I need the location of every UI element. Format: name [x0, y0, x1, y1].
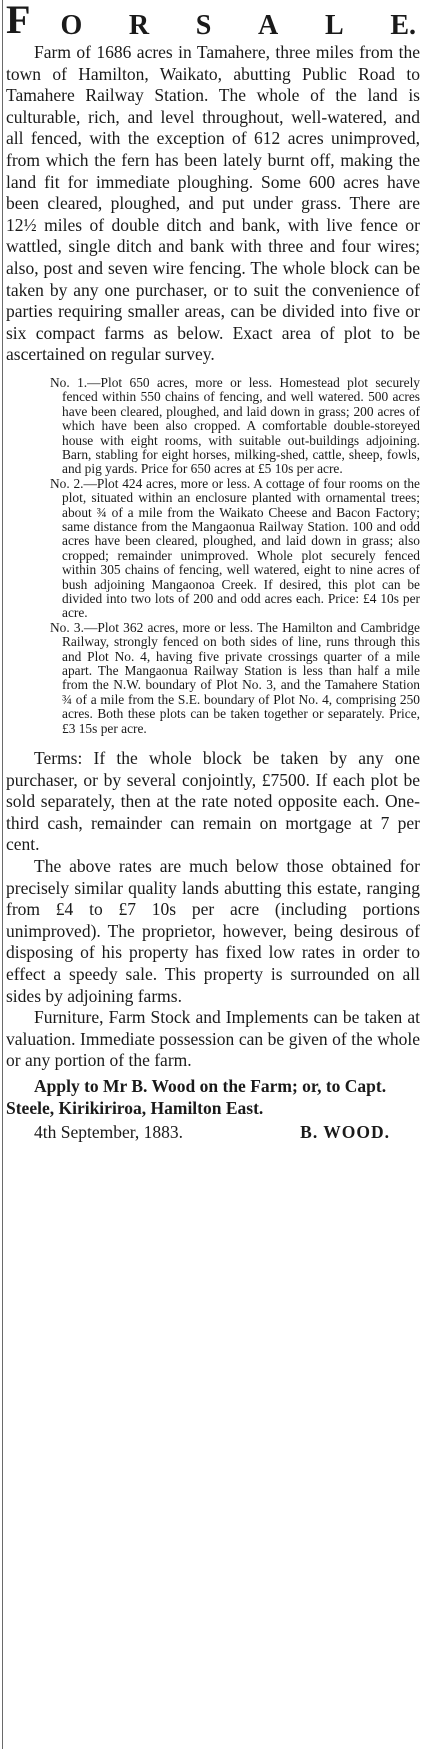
- title-letter: S: [195, 10, 212, 41]
- title-letter: E.: [390, 10, 416, 41]
- date-line: 4th September, 1883.: [34, 1122, 183, 1143]
- plot-item-1: No. 1.—Plot 650 acres, more or less. Homestead plot securely fenced within 550 chains of fencing, and well watered. 500 acres have been cleared, ploughed, and laid down in grass; 200 acres of which have been also cropped. A comfortable double-storeyed house with eight rooms, with suitable out-buildings adjoining. Barn, stabling for eight horses, milking-shed, cattle, sheep, fowls, and pig yards. Price for 650 acres at £5 10s per acre.: [50, 374, 420, 477]
- ad-footer: [6, 1121, 420, 1143]
- ad-title: [6, 0, 420, 40]
- rates-paragraph: The above rates are much below those obtained for precisely similar quality lands abutting this estate, ranging from £4 to £7 10s per acre (including portions unimproved). The proprietor, however, being desirous of disposing of his property has fixed low rates in order to effect a speedy sale. This property is surrounded on all sides by adjoining farms.: [6, 856, 420, 1006]
- furniture-paragraph: Furniture, Farm Stock and Implements can be taken at valuation. Immediate possession can be given of the whole or any portion of the farm.: [6, 1007, 420, 1071]
- title-letter: O: [60, 10, 83, 41]
- farm-description: Farm of 1686 acres in Tamahere, three miles from the town of Hamilton, Waikato, abutting Public Road to Tamahere Railway Station. The whole of the land is culturable, rich, and level throughout, well-watered, and all fenced, with the exception of 612 acres unimproved, from which the fern has been lately burnt off, making the land fit for immediate ploughing. Some 600 acres have been cleared, ploughed, and put under grass. There are 12½ miles of double ditch and bank, with live fence or wattled, single ditch and bank with three and four wires; also, post and seven wire fencing. The whole block can be taken by any one purchaser, or to suit the convenience of parties requiring smaller areas, can be divided into five or six compact farms as below. Exact area of plot to be ascertained on regular survey.: [6, 42, 420, 365]
- title-initial: F: [6, 0, 31, 42]
- title-letter: L: [324, 10, 344, 41]
- title-letter: R: [128, 10, 150, 41]
- plot-item-3: No. 3.—Plot 362 acres, more or less. The Hamilton and Cambridge Railway, strongly fenced on both sides of line, runs through this and Plot No. 4, having five private crossings quarter of a mile apart. The Mangaonua Railway Station is less than half a mile from the N.W. boundary of Plot No. 3, and the Tamahere Station ¾ of a mile from the S.E. boundary of Plot No. 4, comprising 250 acres. Both these plots can be taken together or separately. Price, £3 15s per acre.: [50, 619, 420, 736]
- signature: B. WOOD.: [300, 1122, 390, 1143]
- title-letter: A: [258, 10, 279, 41]
- column-rule: [2, 0, 3, 1749]
- plot-list: [6, 376, 420, 736]
- plot-item-2: No. 2.—Plot 424 acres, more or less. A cottage of four rooms on the plot, situated within an enclosure planted with ornamental trees; about ¾ of a mile from the Waikato Cheese and Bacon Factory; same distance from the Mangaonua Railway Station. 100 and odd acres have been cleared, ploughed, and laid down in grass; also cropped; remainder unimproved. Whole plot securely fenced within 305 chains of fencing, well watered, eight to nine acres of bush adjoining Mangaonoa Creek. If desired, this plot can be divided into two lots of 200 and odd acres each. Price: £4 10s per acre.: [50, 475, 420, 621]
- apply-paragraph: Apply to Mr B. Wood on the Farm; or, to Capt. Steele, Kirikiriroa, Hamilton East.: [6, 1075, 387, 1118]
- terms-paragraph: Terms: If the whole block be taken by any one purchaser, or by several conjointly, £7500. If each plot be sold separately, then at the rate noted opposite each. One-third cash, remainder can remain on mortgage at 7 per cent.: [6, 748, 420, 855]
- title-letters: [30, 12, 420, 40]
